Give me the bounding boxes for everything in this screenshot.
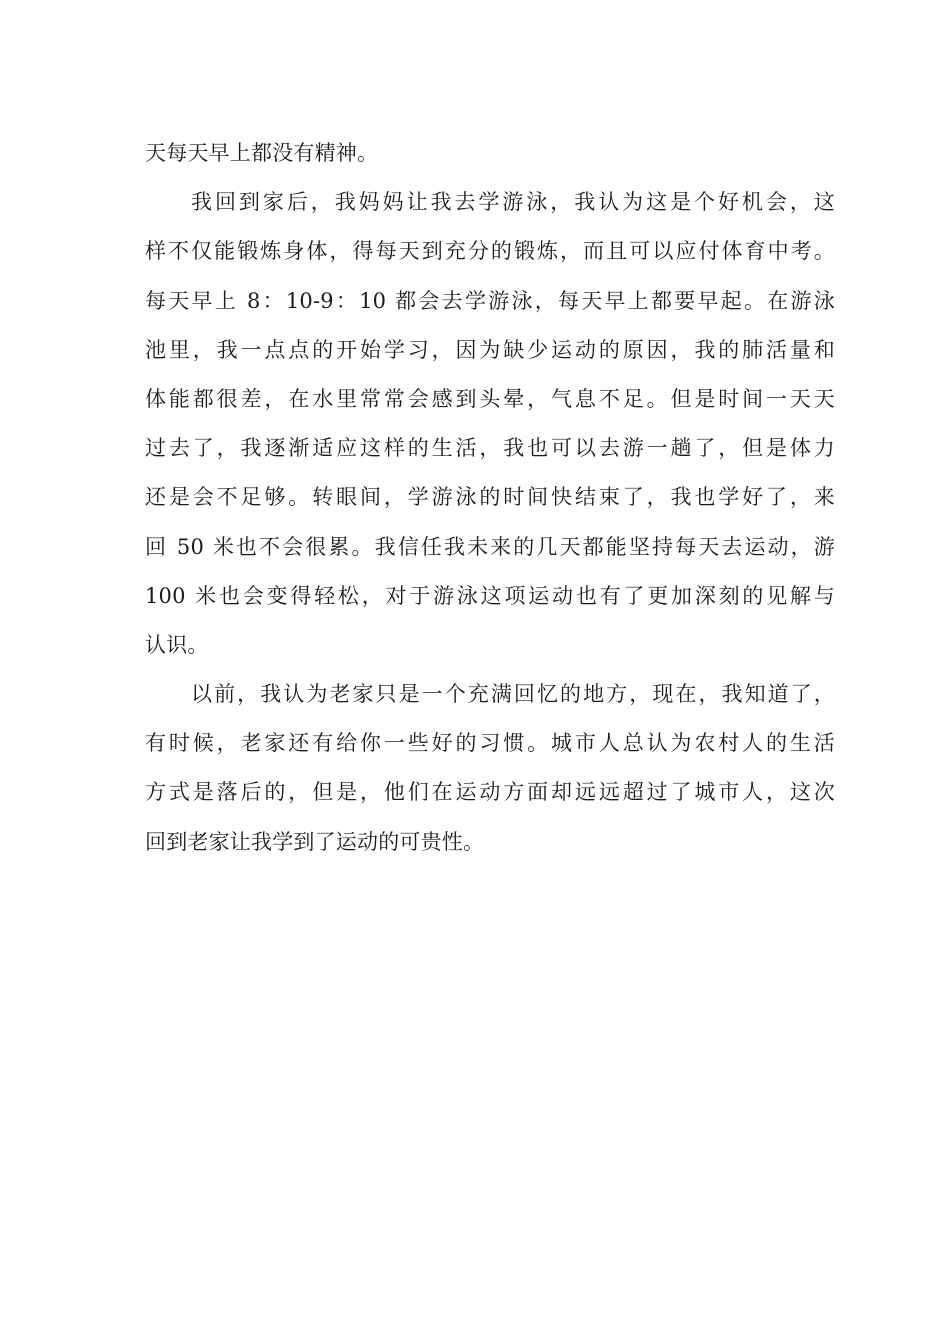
document-body (145, 129, 835, 867)
paragraph-line: 样不仅能锻炼身体，得每天到充分的锻炼，而且可以应付体育中考。 (145, 239, 835, 264)
paragraph-line: 以前，我认为老家只是一个充满回忆的地方，现在，我知道了， (191, 682, 835, 707)
paragraph-line: 回 50 米也不会很累。我信任我未来的几天都能坚持每天去运动，游 (145, 534, 835, 559)
paragraph-line: 回到老家让我学到了运动的可贵性。 (145, 829, 485, 854)
paragraph-line: 天每天早上都没有精神。 (145, 141, 379, 165)
paragraph-line: 池里，我一点点的开始学习，因为缺少运动的原因，我的肺活量和 (145, 337, 835, 362)
paragraph-line: 认识。 (145, 632, 209, 657)
paragraph-line: 我回到家后，我妈妈让我去学游泳，我认为这是个好机会，这 (191, 190, 835, 215)
paragraph-line: 有时候，老家还有给你一些好的习惯。城市人总认为农村人的生活 (145, 731, 835, 756)
paragraph-line: 每天早上 8：10-9：10 都会去学游泳，每天早上都要早起。在游泳 (145, 288, 835, 313)
paragraph-line: 方式是落后的，但是，他们在运动方面却远远超过了城市人，这次 (145, 780, 835, 805)
paragraph-line: 体能都很差，在水里常常会感到头晕，气息不足。但是时间一天天 (145, 386, 835, 411)
paragraph-1 (145, 129, 835, 178)
paragraph-line: 100 米也会变得轻松，对于游泳这项运动也有了更加深刻的见解与 (145, 583, 835, 608)
paragraph-3 (145, 670, 835, 867)
paragraph-2 (145, 178, 835, 670)
paragraph-line: 过去了，我逐渐适应这样的生活，我也可以去游一趟了，但是体力 (145, 436, 835, 461)
paragraph-line: 还是会不足够。转眼间，学游泳的时间快结束了，我也学好了，来 (145, 485, 835, 510)
